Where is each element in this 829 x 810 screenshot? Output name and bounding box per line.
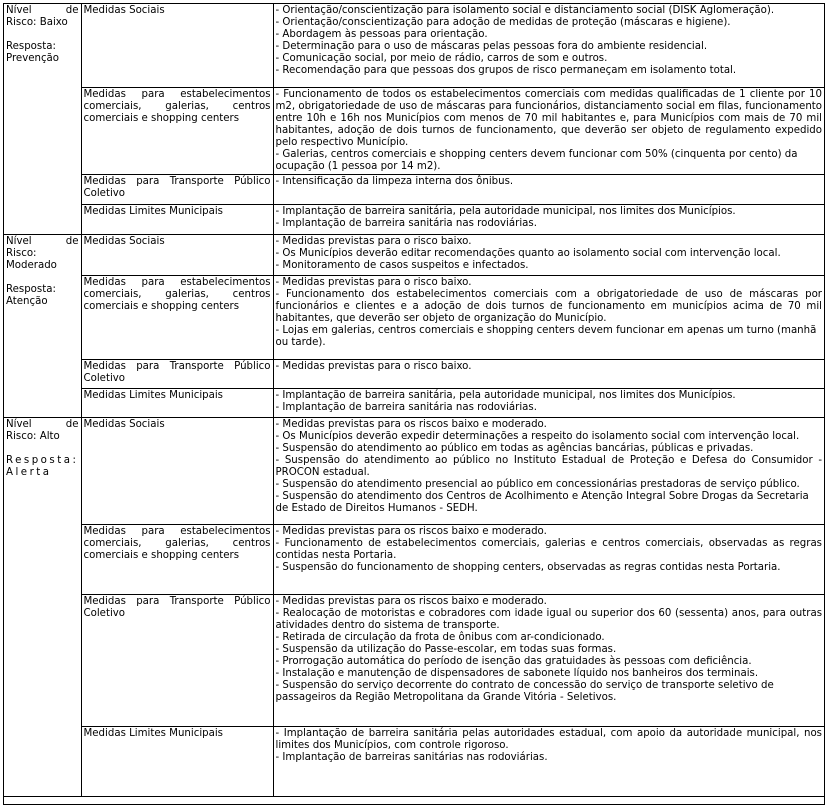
measure-item: - Implantação de barreira sanitária, pela autoridade municipal, nos limites dos Municípios. [275,389,736,401]
measure-item: - Abordagem às pessoas para orientação. [275,29,488,40]
measure-item: - Suspensão do atendimento dos Centros de Acolhimento e Atenção Integral Sobre Drogas da Secretaria de Estado de Direitos Humanos - SEDH. [275,490,809,514]
risk-level-cell [4,4,81,234]
measure-category [81,275,273,359]
category-label: Medidas para Transporte Público Coletivo [83,595,271,619]
response-label: Resposta: Atenção [6,283,56,307]
measure-item: - Implantação de barreira sanitária, pela autoridade municipal, nos limites dos Municípios. [275,205,736,217]
spacer [6,272,79,284]
measure-category [81,417,273,524]
response-label: Resposta: Prevenção [6,41,60,64]
measure-category [81,174,273,204]
measure-row [4,204,824,234]
category-label: Medidas Limites Municipais [83,389,223,401]
measure-item: - Medidas previstas para os riscos baixo e moderado. [275,525,547,537]
measure-items-cell [273,359,824,388]
measure-item: - Prorrogação automática do período de isenção das gratuidades às pessoas com deficiência. [275,655,752,667]
measure-item: - Intensificação da limpeza interna dos ônibus. [275,175,514,187]
measure-item: - Realocação de motoristas e cobradores com idade igual ou superior dos 60 (sessenta) anos, para outras atividades dentro do sistema de transporte. [275,607,822,631]
measure-category [81,87,273,174]
measure-item: - Suspensão do atendimento presencial ao público em concessionárias prestadoras de serviço público. [275,478,800,490]
risk-measures-document [3,3,825,805]
measure-row [4,174,824,204]
measure-items-cell [273,87,824,174]
measure-category [81,388,273,417]
measure-item: - Suspensão do atendimento ao público no Instituto Estadual de Proteção e Defesa do Consumidor - PROCON estadual. [275,454,822,478]
measure-items-cell [273,388,824,417]
category-label: Medidas Sociais [83,5,165,16]
measure-item: - Implantação de barreira sanitária nas rodoviárias. [275,217,537,229]
category-label: Medidas Sociais [83,418,165,430]
category-label: Medidas para estabelecimentos comerciais, galerias, centros comerciais e shopping centers [83,525,271,561]
measure-item: - Comunicação social, por meio de rádio, carros de som e outros. [275,53,608,64]
measure-item: - Determinação para o uso de máscaras pelas pessoas fora do ambiente residencial. [275,41,708,52]
measure-items-cell [273,4,824,87]
measure-item: - Medidas previstas para o risco baixo. [275,360,472,372]
measure-items-cell [273,726,824,796]
measure-items-cell [273,174,824,204]
measure-row [4,417,824,524]
measure-item: - Medidas previstas para o risco baixo. [275,276,472,288]
measure-item: - Os Municípios deverão expedir determinações a respeito do isolamento social com intervenção local. [275,430,800,442]
category-label: Medidas para Transporte Público Coletivo [83,360,271,384]
measure-item: - Galerias, centros comerciais e shopping centers devem funcionar com 50% (cinquenta por cento) da ocupação (1 pessoa por 14 m2). [275,148,798,172]
measure-item: - Implantação de barreira sanitária pelas autoridades estadual, com apoio da autoridade municipal, nos limites dos Municípios, com controle rigoroso. [275,727,822,751]
measure-item: - Implantação de barreira sanitária nas rodoviárias. [275,401,537,413]
measure-items-cell [273,594,824,726]
category-label: Medidas Limites Municipais [83,205,223,217]
spacer [6,29,79,41]
measure-item: - Funcionamento de estabelecimentos comerciais, galerias e centros comerciais, observadas as regras contidas nesta Portaria. [275,537,822,561]
measure-row [4,234,824,275]
measure-row [4,4,824,87]
risk-level-label: Nível de Risco: Alto [6,418,79,442]
category-label: Medidas para Transporte Público Coletivo [83,175,271,199]
measure-items-cell [273,524,824,594]
risk-measures-table [4,4,824,797]
measure-item: - Suspensão do funcionamento de shopping centers, observadas as regras contidas nesta Portaria. [275,561,781,573]
spacer [6,443,79,455]
measure-items-cell [273,275,824,359]
measure-row [4,594,824,726]
risk-level-label: Nível de Risco: Baixo [6,5,79,28]
measure-row [4,359,824,388]
measure-row [4,275,824,359]
measure-category [81,204,273,234]
measure-item: - Suspensão da utilização do Passe-escolar, em todas suas formas. [275,643,617,655]
measure-item: - Recomendação para que pessoas dos grupos de risco permaneçam em isolamento total. [275,65,737,76]
measure-item: - Medidas previstas para os riscos baixo e moderado. [275,418,547,430]
measure-category [81,234,273,275]
measure-category [81,594,273,726]
risk-level-cell [4,234,81,417]
category-label: Medidas para estabelecimentos comerciais, galerias, centros comerciais e shopping centers [83,276,271,312]
measure-item: - Os Municípios deverão editar recomendações quanto ao isolamento social com intervenção local. [275,247,781,259]
measure-item: - Implantação de barreiras sanitárias nas rodoviárias. [275,751,548,763]
measure-row [4,524,824,594]
measure-category [81,524,273,594]
measure-item: - Lojas em galerias, centros comerciais e shopping centers devem funcionar em apenas um turno (manhã ou tarde). [275,324,817,348]
measure-items-cell [273,204,824,234]
risk-level-label: Nível de Risco: Moderado [6,235,79,271]
measure-item: - Funcionamento dos estabelecimentos comerciais com a obrigatoriedade de uso de máscaras por funcionários e clientes e a adoção de dois turnos de funcionamento em municípios acima de 70 mil habitantes, que deverão ser objeto de organização do Município. [275,288,822,324]
risk-level-cell [4,417,81,796]
measure-row [4,87,824,174]
category-label: Medidas para estabelecimentos comerciais, galerias, centros comerciais e shopping centers [83,88,271,124]
measure-item: - Funcionamento de todos os estabelecimentos comerciais com medidas qualificadas de 1 cliente por 10 m2, obrigatoriedade de uso de máscaras para funcionários, distanciamento social em filas, funcionamento entre 10h e 16h nos Municípios com menos de 70 mil habitantes e, para Municípios com mais de 70 mil habitantes, adoção de dois turnos de funcionamento, que deverão ser objeto de regulamento expedido pelo respectivo Município. [275,88,822,148]
measure-category [81,4,273,87]
category-label: Medidas Limites Municipais [83,727,223,739]
measure-item: - Retirada de circulação da frota de ônibus com ar-condicionado. [275,631,605,643]
measure-row [4,388,824,417]
response-label: Resposta: Alerta [6,454,79,478]
measure-item: - Instalação e manutenção de dispensadores de sabonete líquido nos banheiros dos terminais. [275,667,759,679]
measure-items-cell [273,417,824,524]
measure-items-cell [273,234,824,275]
measure-item: - Suspensão do atendimento ao público em todas as agências bancárias, públicas e privadas. [275,442,754,454]
measure-category [81,359,273,388]
measure-item: - Medidas previstas para os riscos baixo e moderado. [275,595,547,607]
measure-item: - Orientação/conscientização para isolamento social e distanciamento social (DISK Aglomeração). [275,5,775,16]
measure-row [4,726,824,796]
measure-item: - Orientação/conscientização para adoção de medidas de proteção (máscaras e higiene). [275,17,731,28]
measure-item: - Monitoramento de casos suspeitos e infectados. [275,259,529,271]
measure-category [81,726,273,796]
category-label: Medidas Sociais [83,235,165,247]
measure-item: - Medidas previstas para o risco baixo. [275,235,472,247]
measure-item: - Suspensão do serviço decorrente do contrato de concessão do serviço de transporte seletivo de passageiros da Região Metropolitana da Grande Vitória - Seletivos. [275,679,774,703]
